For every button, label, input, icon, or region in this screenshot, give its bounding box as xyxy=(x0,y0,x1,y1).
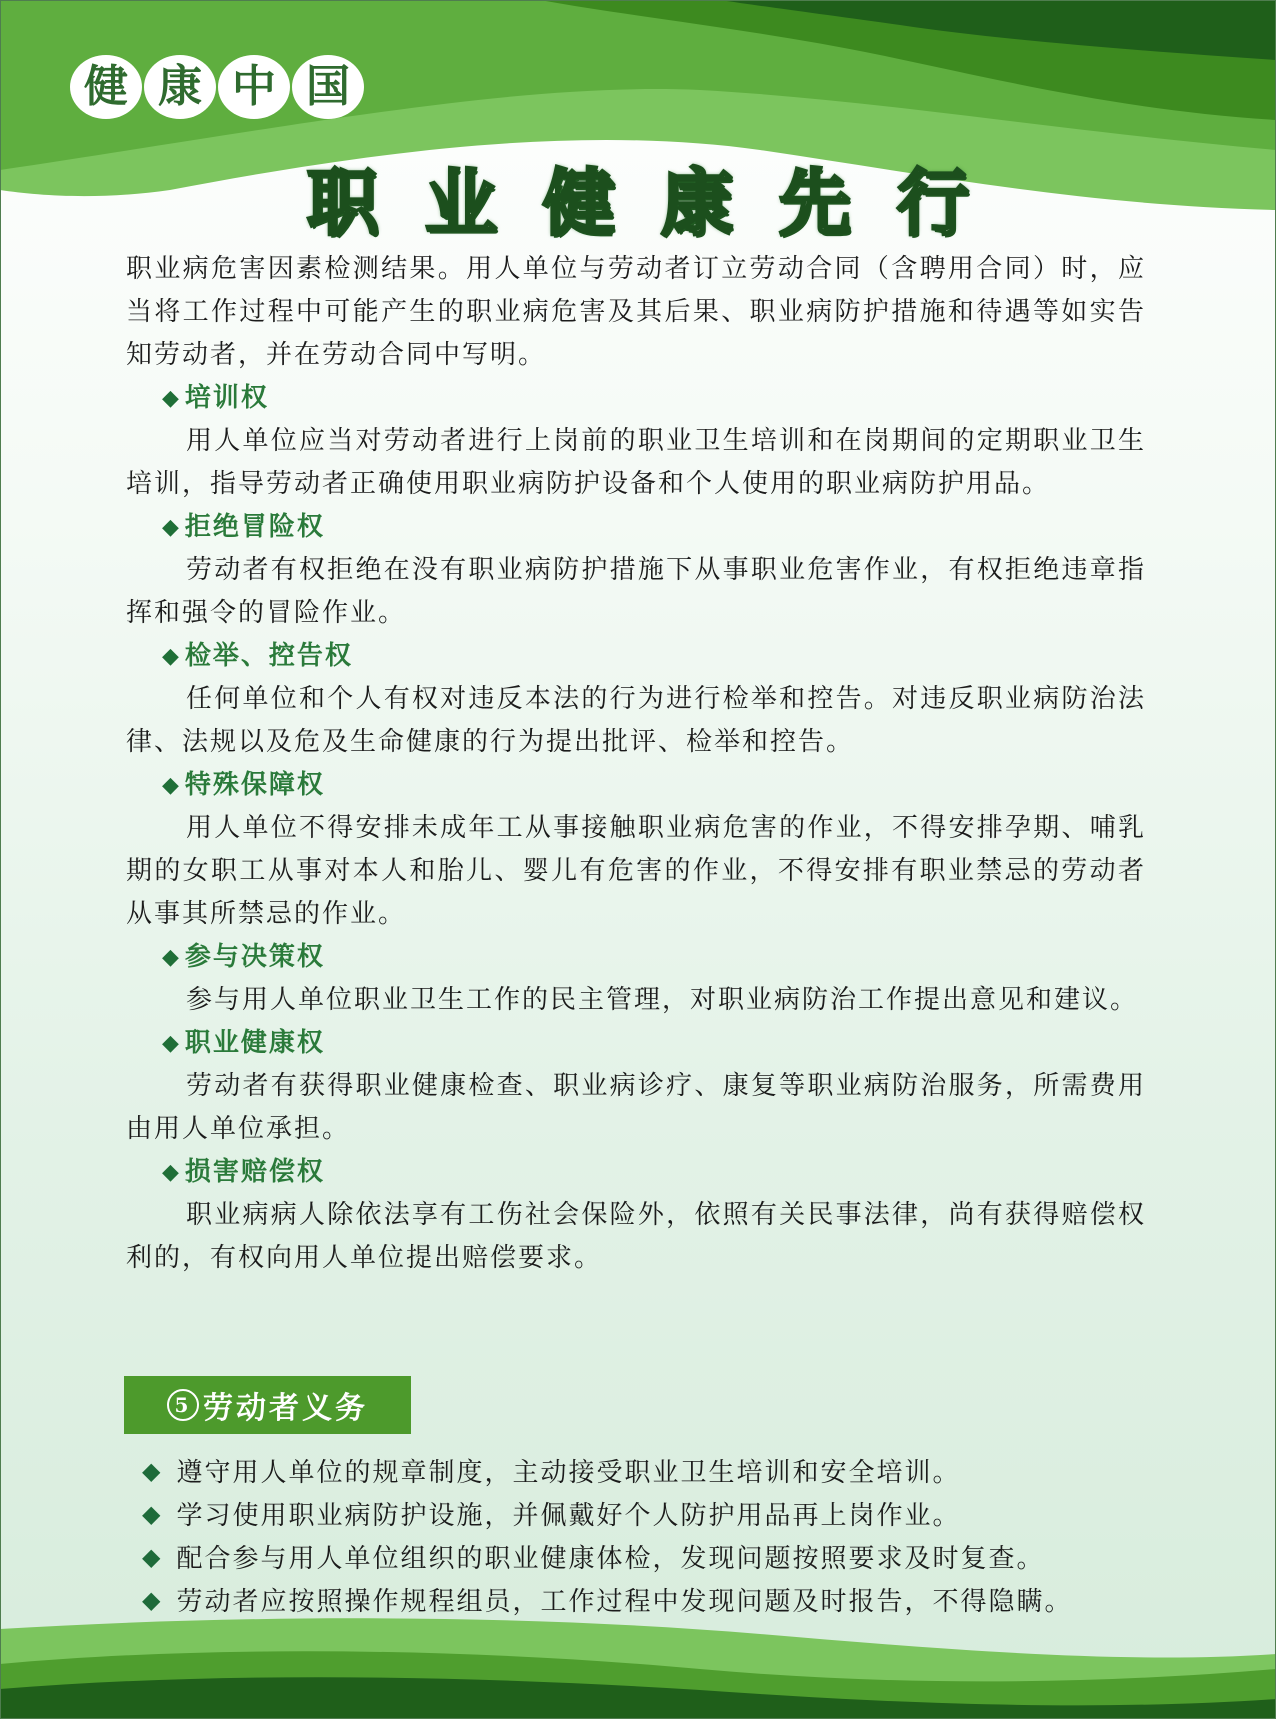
duty-text: 配合参与用人单位组织的职业健康体检，发现问题按照要求及时复查。 xyxy=(176,1544,1045,1574)
right-heading xyxy=(162,1151,1146,1194)
right-heading xyxy=(162,635,1146,678)
duties-section-banner xyxy=(124,1376,411,1434)
badge-char: 康 xyxy=(144,55,216,119)
diamond-bullet-icon: ◆ xyxy=(162,515,181,540)
right-title: 特殊保障权 xyxy=(184,770,325,800)
list-item xyxy=(142,1449,1142,1492)
list-item xyxy=(142,1535,1142,1578)
right-description: 任何单位和个人有权对违反本法的行为进行检举和控告。对违反职业病防治法律、法规以及危及生命健康的行为提出批评、检举和控告。 xyxy=(126,684,1146,757)
diamond-bullet-icon: ◆ xyxy=(162,644,181,669)
right-title: 参与决策权 xyxy=(184,942,325,972)
list-item xyxy=(142,1578,1142,1621)
right-title: 培训权 xyxy=(184,383,269,413)
right-title: 职业健康权 xyxy=(184,1028,325,1058)
duties-list xyxy=(142,1449,1142,1621)
right-title: 拒绝冒险权 xyxy=(184,512,325,542)
diamond-bullet-icon: ◆ xyxy=(142,1499,163,1528)
right-description: 参与用人单位职业卫生工作的民主管理，对职业病防治工作提出意见和建议。 xyxy=(186,985,1139,1015)
bottom-wave-decoration xyxy=(0,1609,1276,1719)
right-heading xyxy=(162,506,1146,549)
duty-text: 学习使用职业病防护设施，并佩戴好个人防护用品再上岗作业。 xyxy=(176,1501,961,1531)
rights-content xyxy=(126,248,1146,1280)
right-heading xyxy=(162,1022,1146,1065)
right-title: 检举、控告权 xyxy=(184,641,353,671)
intro-paragraph: 职业病危害因素检测结果。用人单位与劳动者订立劳动合同（含聘用合同）时，应当将工作过程中可能产生的职业病危害及其后果、职业病防护措施和待遇等如实告知劳动者，并在劳动合同中写明。 xyxy=(126,254,1146,370)
diamond-bullet-icon: ◆ xyxy=(142,1585,163,1614)
circled-number: 5 xyxy=(167,1389,199,1421)
list-item xyxy=(142,1492,1142,1535)
right-heading xyxy=(162,936,1146,979)
diamond-bullet-icon: ◆ xyxy=(162,1031,181,1056)
right-description: 用人单位应当对劳动者进行上岗前的职业卫生培训和在岗期间的定期职业卫生培训，指导劳动者正确使用职业病防护设备和个人使用的职业病防护用品。 xyxy=(126,426,1146,499)
diamond-bullet-icon: ◆ xyxy=(162,945,181,970)
right-description: 用人单位不得安排未成年工从事接触职业病危害的作业，不得安排孕期、哺乳期的女职工从事对本人和胎儿、婴儿有危害的作业，不得安排有职业禁忌的劳动者从事其所禁忌的作业。 xyxy=(126,813,1146,929)
right-title: 损害赔偿权 xyxy=(184,1157,325,1187)
badge-char: 中 xyxy=(218,55,290,119)
right-description: 劳动者有获得职业健康检查、职业病诊疗、康复等职业病防治服务，所需费用由用人单位承担。 xyxy=(126,1071,1146,1144)
badge-char: 国 xyxy=(292,55,364,119)
diamond-bullet-icon: ◆ xyxy=(142,1456,163,1485)
right-description: 劳动者有权拒绝在没有职业病防护措施下从事职业危害作业，有权拒绝违章指挥和强令的冒险作业。 xyxy=(126,555,1146,628)
duty-text: 劳动者应按照操作规程组员，工作过程中发现问题及时报告，不得隐瞒。 xyxy=(176,1587,1073,1617)
right-description: 职业病病人除依法享有工伤社会保险外，依照有关民事法律，尚有获得赔偿权利的，有权向用人单位提出赔偿要求。 xyxy=(126,1200,1146,1273)
right-heading xyxy=(162,764,1146,807)
diamond-bullet-icon: ◆ xyxy=(162,773,181,798)
diamond-bullet-icon: ◆ xyxy=(162,386,181,411)
diamond-bullet-icon: ◆ xyxy=(162,1160,181,1185)
badge-char: 健 xyxy=(70,55,142,119)
duties-section-title: 劳动者义务 xyxy=(203,1391,368,1426)
right-heading xyxy=(162,377,1146,420)
diamond-bullet-icon: ◆ xyxy=(142,1542,163,1571)
duty-text: 遵守用人单位的规章制度，主动接受职业卫生培训和安全培训。 xyxy=(176,1458,961,1488)
healthy-china-badges xyxy=(70,55,364,119)
poster-title: 职业健康先行 xyxy=(306,161,1015,245)
